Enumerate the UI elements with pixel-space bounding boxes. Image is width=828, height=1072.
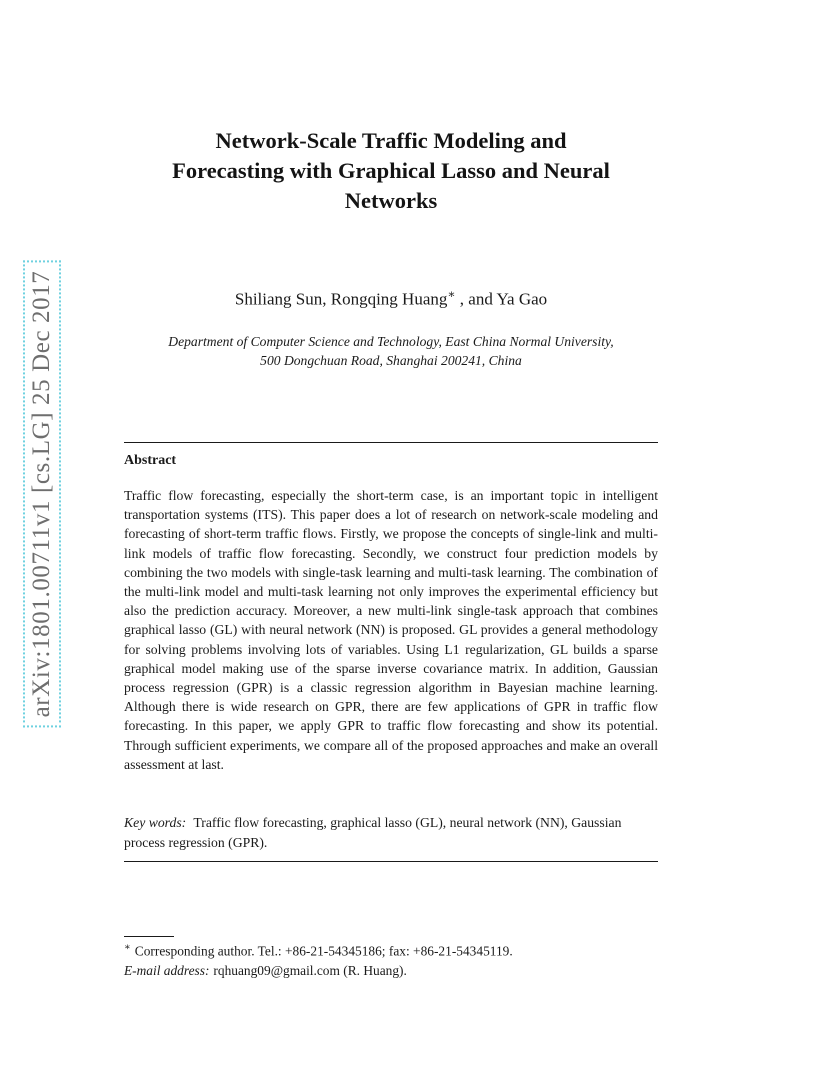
title-line: Network-Scale Traffic Modeling and bbox=[215, 128, 567, 153]
email-text: rqhuang09@gmail.com (R. Huang). bbox=[213, 962, 407, 978]
footnote-text: Corresponding author. Tel.: +86-21-54345186; fax: +86-21-54345119. bbox=[134, 943, 513, 959]
paper-title bbox=[124, 126, 658, 216]
footnote-line bbox=[124, 938, 658, 961]
footnote-rule bbox=[124, 936, 174, 937]
keywords-label: Key words: bbox=[124, 815, 187, 830]
abstract-top-rule bbox=[124, 442, 658, 443]
arxiv-sidebar-stamp bbox=[24, 254, 60, 734]
abstract-bottom-rule bbox=[124, 861, 658, 862]
affiliation bbox=[124, 332, 658, 370]
email-label: E-mail address: bbox=[124, 962, 210, 978]
corresponding-author-mark: ∗ bbox=[447, 287, 456, 301]
affiliation-line: 500 Dongchuan Road, Shanghai 200241, China bbox=[260, 353, 522, 368]
arxiv-identifier: arXiv:1801.00711v1 [cs.LG] 25 Dec 2017 bbox=[23, 261, 61, 728]
keywords-text: Traffic flow forecasting, graphical lasso (GL), neural network (NN), Gaussian process regression (GPR). bbox=[124, 815, 622, 850]
title-line: Networks bbox=[344, 188, 438, 213]
footnote-email-line bbox=[124, 961, 658, 981]
abstract-heading: Abstract bbox=[124, 453, 177, 468]
title-line: Forecasting with Graphical Lasso and Neural bbox=[172, 158, 610, 183]
footnote-mark: ∗ bbox=[124, 942, 131, 953]
authors-text-tail: , and Ya Gao bbox=[455, 289, 548, 309]
author-list bbox=[124, 283, 658, 311]
keywords bbox=[124, 813, 658, 852]
affiliation-line: Department of Computer Science and Technology, East China Normal University, bbox=[168, 334, 614, 349]
abstract-body: Traffic flow forecasting, especially the short-term case, is an important topic in intelligent transportation systems (ITS). This paper does a lot of research on network-scale modeling and forecasting of short-term traffic flows. Firstly, we propose the concepts of single-link and multi-link models of traffic flow forecasting. Secondly, we construct four prediction models by combining the two models with single-task learning and multi-task learning. The combination of the multi-link model and multi-task learning not only improves the experimental efficiency but also the prediction accuracy. Moreover, a new multi-link single-task approach that combines graphical lasso (GL) with neural network (NN) is proposed. GL provides a general methodology for solving problems involving lots of variables. Using L1 regularization, GL builds a sparse graphical model making use of the sparse inverse covariance matrix. In addition, Gaussian process regression (GPR) is a classic regression algorithm in Bayesian machine learning. Although there is wide research on GPR, there are few applications of GPR in traffic flow forecasting. In this paper, we apply GPR to traffic flow forecasting and show its potential. Through sufficient experiments, we compare all of the proposed approaches and make an overall assessment at last. bbox=[124, 488, 658, 772]
authors-text: Shiliang Sun, Rongqing Huang bbox=[234, 289, 448, 309]
footnote bbox=[124, 938, 658, 980]
